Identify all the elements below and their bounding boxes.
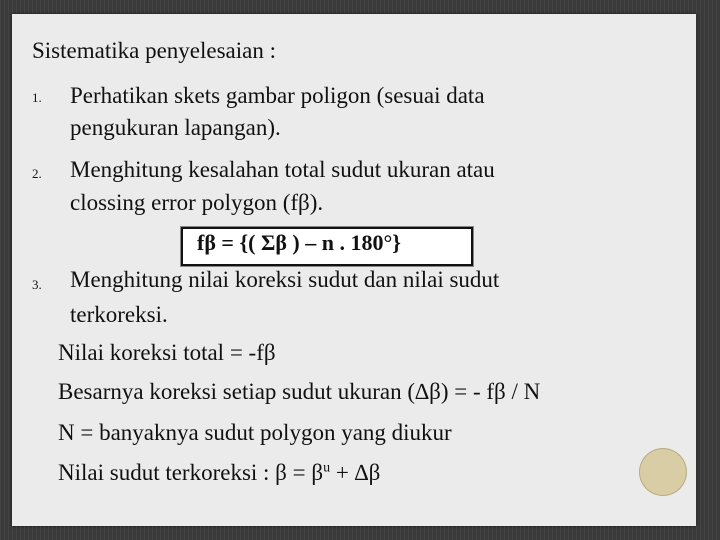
formula-text: fβ = {( Σβ ) – n . 180°} (197, 230, 401, 255)
step-1-line-1: Perhatikan skets gambar poligon (sesuai data (70, 83, 485, 108)
step-1-line-2: pengukuran lapangan). (70, 115, 281, 140)
step-3-number: 3. (32, 277, 42, 292)
detail-correction-per-angle: Besarnya koreksi setiap sudut ukuran (∆β) = - fβ / N (58, 379, 541, 404)
corrected-suffix: + ∆β (330, 460, 381, 485)
decorative-circle (640, 449, 686, 495)
corrected-prefix: Nilai sudut terkoreksi : β = β (58, 460, 324, 485)
step-1-number: 1. (32, 90, 42, 105)
step-3-line-1: Menghitung nilai koreksi sudut dan nilai sudut (70, 267, 500, 292)
slide-heading: Sistematika penyelesaian : (32, 38, 276, 63)
detail-total-correction: Nilai koreksi total = -fβ (58, 340, 276, 365)
step-2-number: 2. (32, 166, 42, 181)
detail-corrected-angle (58, 460, 380, 486)
step-2-line-2: clossing error polygon (fβ). (70, 190, 324, 215)
step-3-line-2: terkoreksi. (70, 302, 168, 327)
detail-n-definition: N = banyaknya sudut polygon yang diukur (58, 420, 452, 445)
corrected-superscript: u (323, 460, 331, 476)
step-2-line-1: Menghitung kesalahan total sudut ukuran atau (70, 157, 495, 182)
